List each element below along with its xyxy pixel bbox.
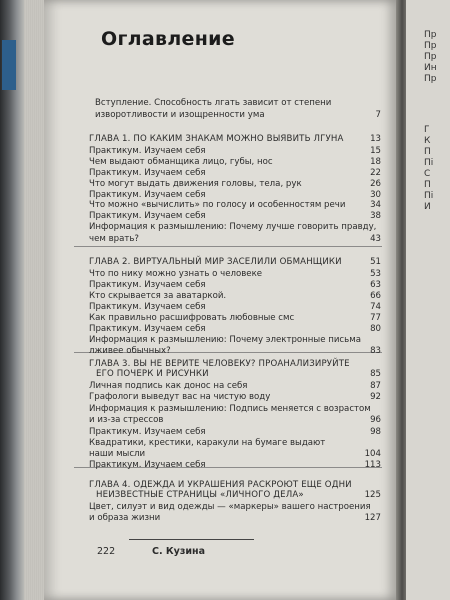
toc-page bbox=[44, 0, 396, 600]
toc-entry: и образа жизни bbox=[89, 513, 161, 523]
facing-page-text: Пі bbox=[424, 158, 434, 168]
page-ref: 53 bbox=[370, 269, 381, 279]
toc-entry: Цвет, силуэт и вид одежды — «маркеры» вашего настроения bbox=[89, 502, 371, 512]
facing-page-text: П bbox=[424, 147, 431, 157]
toc-entry: Практикум. Изучаем себя bbox=[89, 324, 206, 334]
toc-entry: Практикум. Изучаем себя bbox=[89, 168, 206, 178]
page-ref: 38 bbox=[370, 211, 381, 221]
facing-page-text: Ин bbox=[424, 63, 437, 73]
footer-divider bbox=[129, 539, 254, 540]
facing-page-text: С bbox=[424, 169, 431, 179]
toc-entry: чем врать? bbox=[89, 234, 139, 244]
toc-entry: лживее обычных? bbox=[89, 346, 171, 356]
book-gutter bbox=[396, 0, 406, 600]
page-ref: 77 bbox=[370, 313, 381, 323]
toc-entry: Что могут выдать движения головы, тела, рук bbox=[89, 179, 302, 189]
background-object bbox=[2, 40, 16, 90]
page-ref: 15 bbox=[370, 146, 381, 156]
page-ref: 7 bbox=[375, 110, 381, 120]
page-ref: 63 bbox=[370, 280, 381, 290]
page-ref: 104 bbox=[364, 449, 381, 459]
page-ref: 80 bbox=[370, 324, 381, 334]
toc-entry: и из-за стрессов bbox=[89, 415, 164, 425]
page-ref: 26 bbox=[370, 179, 381, 189]
chapter-heading: ГЛАВА 4. ОДЕЖДА И УКРАШЕНИЯ РАСКРОЮТ ЕЩЕ ОДНИ bbox=[89, 480, 352, 490]
page-ref: 125 bbox=[364, 490, 381, 500]
page-ref: 30 bbox=[370, 190, 381, 200]
toc-entry: Практикум. Изучаем себя bbox=[89, 280, 206, 290]
page-ref: 113 bbox=[364, 460, 381, 470]
facing-page-text: Г bbox=[424, 125, 430, 135]
toc-entry: Информация к размышлению: Почему лучше говорить правду, bbox=[89, 222, 377, 232]
toc-entry: Практикум. Изучаем себя bbox=[89, 146, 206, 156]
page-ref: 18 bbox=[370, 157, 381, 167]
toc-entry: Практикум. Изучаем себя bbox=[89, 427, 206, 437]
page-title: Оглавление bbox=[101, 28, 235, 50]
toc-entry: изворотливости и изощренности ума bbox=[95, 110, 265, 120]
facing-page-text: Пр bbox=[424, 74, 437, 84]
facing-page-text: И bbox=[424, 202, 431, 212]
facing-page-text: Пр bbox=[424, 41, 437, 51]
page-ref: 43 bbox=[370, 234, 381, 244]
page-edges bbox=[24, 0, 46, 600]
toc-entry: Личная подпись как донос на себя bbox=[89, 381, 248, 391]
page-ref: 13 bbox=[370, 134, 381, 144]
toc-entry: наши мысли bbox=[89, 449, 146, 459]
page-ref: 34 bbox=[370, 200, 381, 210]
page-ref: 83 bbox=[370, 346, 381, 356]
page-ref: 92 bbox=[370, 392, 381, 402]
chapter-heading: ГЛАВА 1. ПО КАКИМ ЗНАКАМ МОЖНО ВЫЯВИТЬ ЛГУНА bbox=[89, 134, 344, 144]
toc-entry: Практикум. Изучаем себя bbox=[89, 190, 206, 200]
facing-page-text: Пі bbox=[424, 191, 434, 201]
book-left-edge bbox=[0, 0, 24, 600]
author-name: С. Кузина bbox=[152, 546, 205, 557]
chapter-heading: ЕГО ПОЧЕРК И РИСУНКИ bbox=[96, 369, 209, 379]
page-ref: 87 bbox=[370, 381, 381, 391]
toc-entry: Информация к размышлению: Почему электронные письма bbox=[89, 335, 361, 345]
toc-entry: Вступление. Способность лгать зависит от степени bbox=[95, 98, 332, 108]
chapter-heading: НЕИЗВЕСТНЫЕ СТРАНИЦЫ «ЛИЧНОГО ДЕЛА» bbox=[96, 490, 304, 500]
facing-page-text: К bbox=[424, 136, 431, 146]
toc-entry: Как правильно расшифровать любовные смс bbox=[89, 313, 295, 323]
page-ref: 74 bbox=[370, 302, 381, 312]
toc-entry: Практикум. Изучаем себя bbox=[89, 460, 206, 470]
chapter-heading: ГЛАВА 2. ВИРТУАЛЬНЫЙ МИР ЗАСЕЛИЛИ ОБМАНЩИКИ bbox=[89, 257, 342, 267]
toc-entry: Чем выдают обманщика лицо, губы, нос bbox=[89, 157, 273, 167]
toc-entry: Информация к размышлению: Подпись меняется с возрастом bbox=[89, 404, 371, 414]
toc-entry: Практикум. Изучаем себя bbox=[89, 211, 206, 221]
page-ref: 22 bbox=[370, 168, 381, 178]
page-ref: 85 bbox=[370, 369, 381, 379]
facing-page-text: Пр bbox=[424, 30, 437, 40]
facing-page-text: Пр bbox=[424, 52, 437, 62]
page-ref: 127 bbox=[364, 513, 381, 523]
section-divider bbox=[74, 246, 382, 247]
toc-entry: Что можно «вычислить» по голосу и особенностям речи bbox=[89, 200, 346, 210]
toc-entry: Кто скрывается за аватаркой. bbox=[89, 291, 227, 301]
facing-page-text: П bbox=[424, 180, 431, 190]
page-ref: 51 bbox=[370, 257, 381, 267]
page-ref: 98 bbox=[370, 427, 381, 437]
page-number: 222 bbox=[97, 546, 116, 557]
page-ref: 66 bbox=[370, 291, 381, 301]
page-ref: 96 bbox=[370, 415, 381, 425]
toc-entry: Графологи выведут вас на чистую воду bbox=[89, 392, 271, 402]
toc-entry: Квадратики, крестики, каракули на бумаге выдают bbox=[89, 438, 326, 448]
toc-entry: Практикум. Изучаем себя bbox=[89, 302, 206, 312]
facing-page bbox=[406, 0, 450, 600]
toc-entry: Что по нику можно узнать о человеке bbox=[89, 269, 263, 279]
chapter-heading: ГЛАВА 3. ВЫ НЕ ВЕРИТЕ ЧЕЛОВЕКУ? ПРОАНАЛИЗИРУЙТЕ bbox=[89, 359, 350, 369]
